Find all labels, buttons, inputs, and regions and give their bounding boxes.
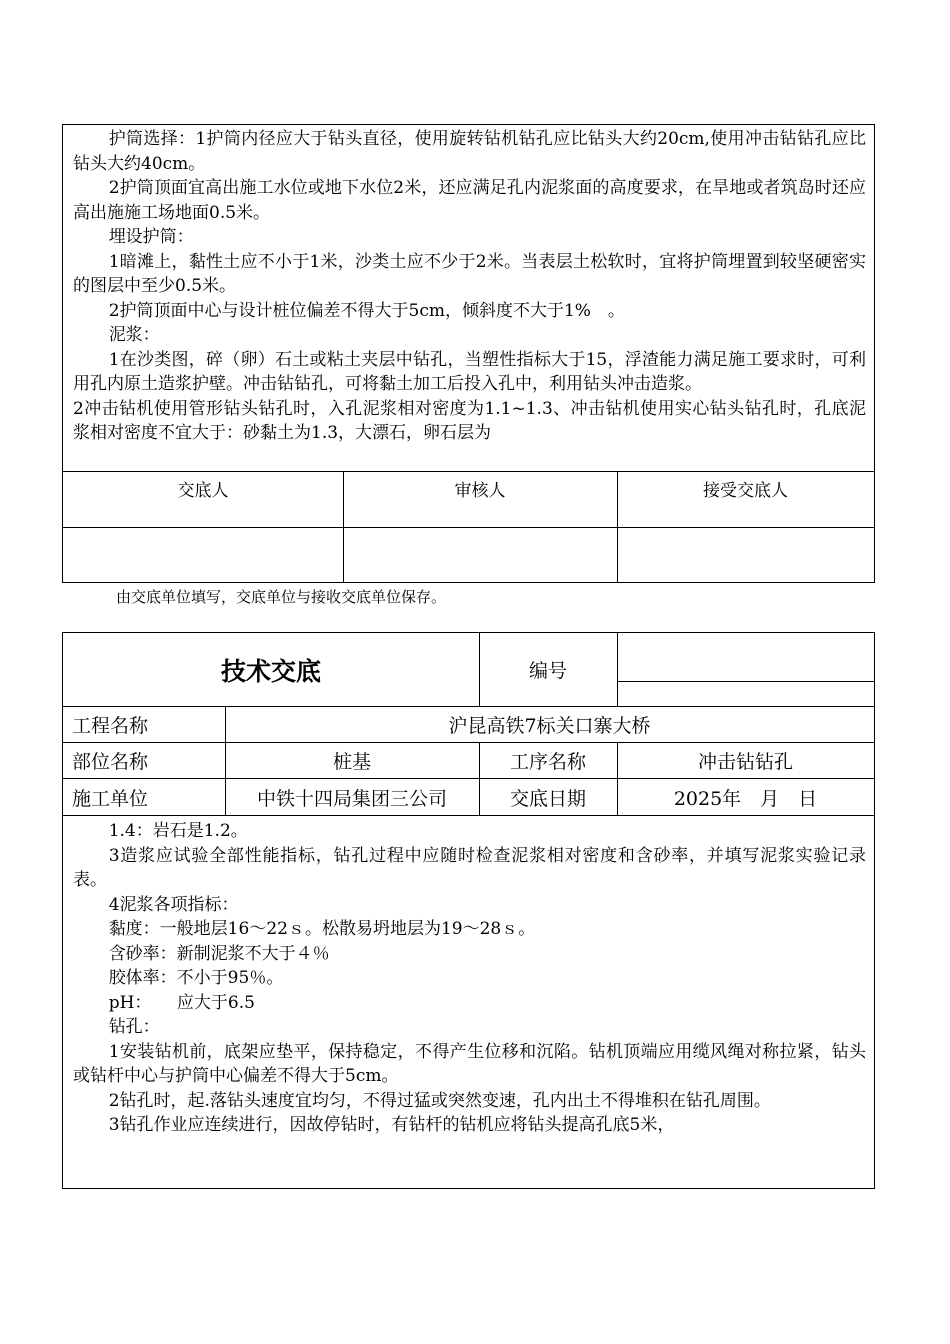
paragraph: 1在沙类图，碎（卵）石土或粘土夹层中钻孔，当塑性指标大于15，浮渣能力满足施工要求时，可利用孔内原土造浆护壁。冲击钻钻孔，可将黏土加工后投入孔中，利用钻头冲击造浆。 [73,349,866,394]
reviewer-signature-field[interactable] [343,527,617,582]
grid-line [617,742,618,815]
paragraph: pH： 应大于6.5 [108,992,255,1013]
discloser-signature-field[interactable] [63,527,343,582]
number-label: 编号 [528,660,567,682]
paragraph: 2钻孔时，起.落钻头速度宜均匀，不得过猛或突然变速，孔内出土不得堆积在钻孔周围。 [108,1090,771,1111]
divider [617,472,618,582]
signature-header-row [63,472,874,528]
footnote: 由交底单位填写，交底单位与接收交底单位保存。 [116,588,447,606]
disclosure-content-continued [63,125,874,472]
grid-line [225,706,226,815]
divider [343,472,344,582]
process-name-value: 冲击钻钻孔 [697,751,793,773]
signature-block [63,472,874,582]
grid-line [479,742,480,815]
paragraph: 胶体率：不小于95％。 [108,968,284,988]
number-field[interactable] [617,633,874,681]
disclosure-date-label: 交底日期 [509,787,586,810]
grid-line [63,706,874,707]
part-name-label: 部位名称 [72,751,149,773]
construction-unit-label: 施工单位 [72,787,149,810]
grid-line [63,742,874,743]
project-name-value: 沪昆高铁7标关口寨大桥 [448,715,651,737]
paragraph: 1.4：岩石是1.2。 [108,821,248,841]
paragraph: 黏度：一般地层16～22ｓ。松散易坍地层为19～28ｓ。 [108,919,536,939]
discloser-label: 交底人 [177,481,229,501]
reviewer-label: 审核人 [454,481,506,501]
paragraph: 钻孔： [108,1017,160,1037]
paragraph: 埋设护筒： [108,227,194,247]
grid-line [479,633,480,706]
receiver-signature-field[interactable] [617,527,874,582]
grid-line [617,681,874,682]
paragraph: 3造浆应试验全部性能指标，钻孔过程中应随时检查泥浆相对密度和含砂率，并填写泥浆实验记录表。 [73,845,866,890]
project-name-label: 工程名称 [72,715,149,737]
disclosure-content [63,816,874,1188]
part-name-value: 桩基 [332,751,371,773]
paragraph: 3钻孔作业应连续进行，因故停钻时，有钻杆的钻机应将钻头提高孔底5米， [108,1115,675,1135]
paragraph: 2护筒顶面宜高出施工水位或地下水位2米，还应满足孔内泥浆面的高度要求，在旱地或者筑岛时还应高出施施工场地面0.5米。 [73,178,866,223]
form-title: 技术交底 [220,656,321,686]
construction-unit-value: 中铁十四局集团三公司 [256,787,447,810]
grid-line [63,778,874,779]
number-field-2[interactable] [617,681,874,706]
paragraph: 护筒选择：1护筒内径应大于钻头直径，使用旋转钻机钻孔应比钻头大约20cm,使用冲击钻钻孔应比钻头大约40cm。 [73,129,866,174]
paragraph: 1安装钻机前，底架应垫平，保持稳定，不得产生位移和沉陷。钻机顶端应用缆风绳对称拉紧，钻头或钻杆中心与护筒中心偏差不得大于5cm。 [73,1041,866,1086]
receiver-label: 接受交底人 [703,481,788,501]
paragraph: 4泥浆各项指标： [108,894,239,915]
grid-line [617,633,618,706]
disclosure-date-value: 2025年 月 日 [673,787,818,810]
paragraph: 含砂率：新制泥浆不大于４％ [108,943,330,964]
disclosure-continuation-table [62,124,875,583]
paragraph: 1暗滩上，黏性土应不小于1米，沙类土应不少于2米。当表层土松软时，宜将护筒埋置到较坚硬密实的图层中至少0.5米。 [73,251,866,296]
paragraph: 泥浆： [108,325,160,345]
signature-blank-row [63,527,874,582]
process-name-label: 工序名称 [509,751,586,773]
paragraph: 2护筒顶面中心与设计桩位偏差不得大于5cm，倾斜度不大于1% 。 [108,300,625,321]
technical-disclosure-table [62,632,875,1189]
paragraph: 2冲击钻机使用管形钻头钻孔时，入孔泥浆相对密度为1.1~1.3、冲击钻机使用实心钻头钻孔时，孔底泥浆相对密度不宜大于：砂黏土为1.3，大漂石，卵石层为 [73,398,866,443]
